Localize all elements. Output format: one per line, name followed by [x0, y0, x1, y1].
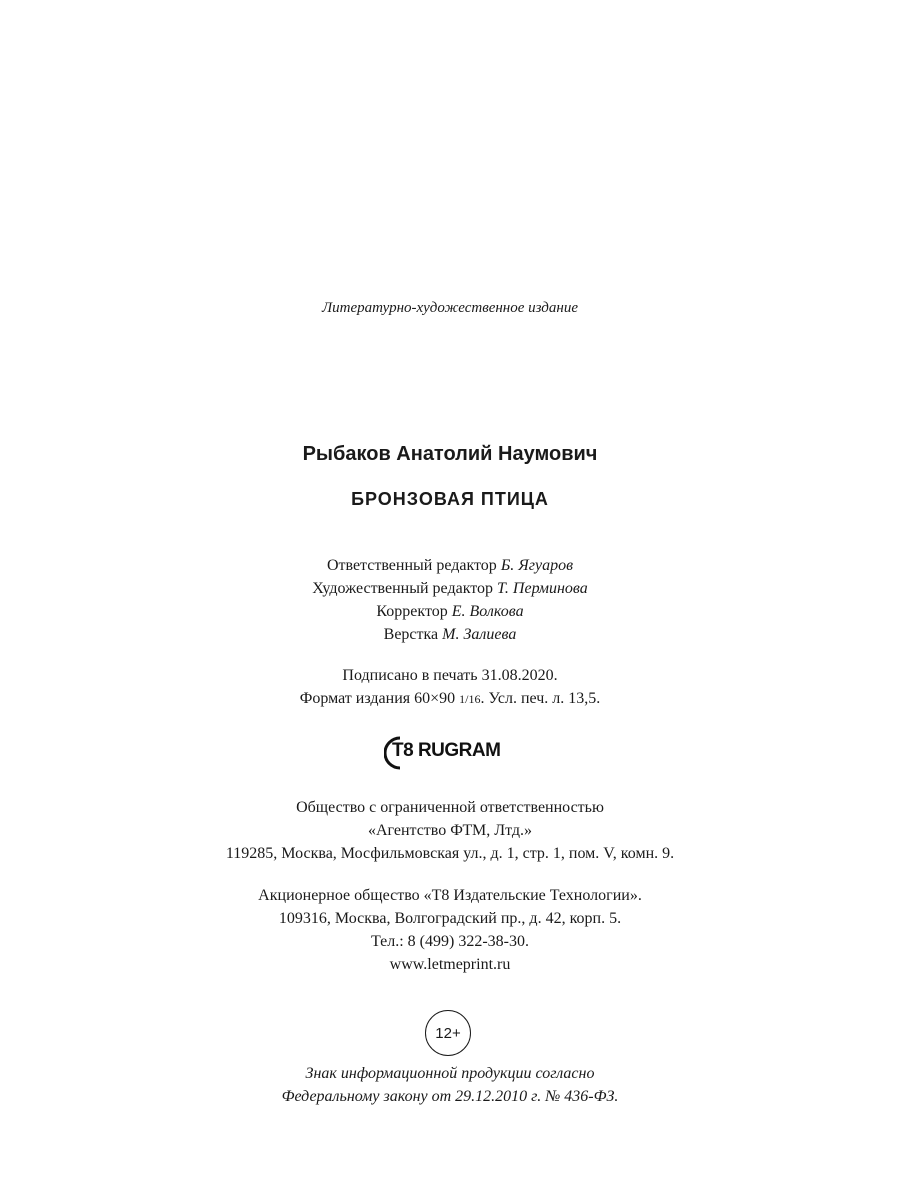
- staff-role: Ответственный редактор: [326, 557, 497, 574]
- law-line: Федеральному закону от 29.12.2010 г. № 436-ФЗ.: [281, 1088, 619, 1105]
- law-notice: [0, 1062, 900, 1108]
- staff-person: Е. Волкова: [451, 603, 524, 620]
- logo-text: T8 RUGRAM: [392, 740, 501, 761]
- publisher-info: [0, 796, 900, 865]
- age-rating-text: 12+: [435, 1024, 461, 1042]
- staff-row: [0, 600, 900, 623]
- signed-to-print: Подписано в печать 31.08.2020.: [342, 667, 558, 684]
- staff-person: М. Залиева: [442, 626, 517, 643]
- staff-row: [0, 554, 900, 577]
- t8-rugram-logo: [384, 735, 516, 771]
- staff-role: Художественный редактор: [312, 580, 494, 597]
- staff-person: Т. Перминова: [497, 580, 588, 597]
- printer-line: 109316, Москва, Волгоградский пр., д. 42, корп. 5.: [278, 910, 622, 927]
- age-rating-badge: [425, 1010, 471, 1056]
- publisher-line: «Агентство ФТМ, Лтд.»: [367, 822, 533, 839]
- format-line: [0, 687, 900, 711]
- publisher-line: 119285, Москва, Мосфильмовская ул., д. 1, стр. 1, пом. V, комн. 9.: [225, 845, 675, 862]
- printer-website: www.letmeprint.ru: [389, 956, 511, 973]
- staff-role: Корректор: [376, 603, 448, 620]
- law-line: Знак информационной продукции согласно: [305, 1065, 595, 1082]
- format-suffix: . Усл. печ. л. 13,5.: [480, 690, 601, 707]
- book-title: БРОНЗОВАЯ ПТИЦА: [351, 489, 549, 509]
- staff-role: Верстка: [383, 626, 439, 643]
- edition-type: Литературно-художественное издание: [322, 300, 578, 316]
- staff-row: [0, 577, 900, 600]
- printer-line: Акционерное общество «Т8 Издательские Технологии».: [258, 887, 642, 904]
- staff-person: Б. Ягуаров: [500, 557, 574, 574]
- printer-info: [0, 884, 900, 976]
- author-name: Рыбаков Анатолий Наумович: [302, 443, 598, 465]
- format-fraction: 1/16: [459, 692, 481, 706]
- format-prefix: Формат издания 60×90: [299, 690, 456, 707]
- publisher-line: Общество с ограниченной ответственностью: [296, 799, 604, 816]
- staff-row: [0, 623, 900, 646]
- printer-line: Тел.: 8 (499) 322-38-30.: [370, 933, 529, 950]
- print-info: [0, 664, 900, 711]
- editorial-staff: [0, 554, 900, 646]
